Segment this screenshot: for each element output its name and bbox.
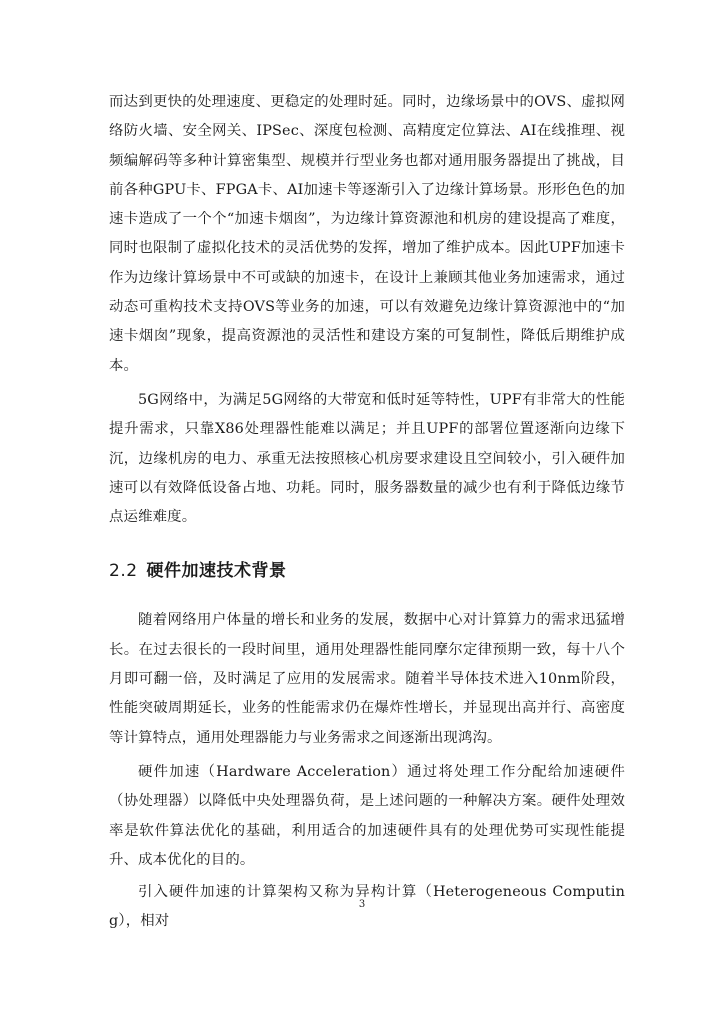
paragraph-5g-upf-requirements: 5G网络中，为满足5G网络的大带宽和低时延等特性，UPF有非常大的性能提升需求，只靠X86处理器性能难以满足；并且UPF的部署位置逐渐向边缘下沉，边缘机房的电力、承重无法按照核心机房要求建设且空间较小，引入硬件加速可以有效降低设备占地、功耗。同时，服务器数量的减少也有利于降低边缘节点运维难度。 bbox=[109, 391, 625, 526]
document-page bbox=[109, 88, 625, 937]
section-heading bbox=[109, 557, 625, 585]
paragraph-compute-demand-growth: 随着网络用户体量的增长和业务的发展，数据中心对计算算力的需求迅猛增长。在过去很长的一段时间里，通用处理器性能同摩尔定律预期一致，每十八个月即可翻一倍，及时满足了应用的发展需求。随着半导体技术进入10nm阶段，性能突破周期延长，业务的性能需求仍在爆炸性增长，并显现出高并行、高密度等计算特点，通用处理器能力与业务需求之间逐渐出现鸿沟。 bbox=[109, 612, 625, 746]
paragraph-edge-accelerator-chimney: 而达到更快的处理速度、更稳定的处理时延。同时，边缘场景中的OVS、虚拟网络防火墙、安全网关、IPSec、深度包检测、高精度定位算法、AI在线推理、视频编解码等多种计算密集型、规模并行型业务也都对通用服务器提出了挑战，目前各种GPU卡、FPGA卡、AI加速卡等逐渐引入了边缘计算场景。形形色色的加速卡造成了一个个“加速卡烟囱”，为边缘计算资源池和机房的建设提高了难度，同时也限制了虚拟化技术的灵活优势的发挥，增加了维护成本。因此UPF加速卡作为边缘计算场景中不可或缺的加速卡，在设计上兼顾其他业务加速需求，通过动态可重构技术支持OVS等业务的加速，可以有效避免边缘计算资源池中的“加速卡烟囱”现象，提高资源池的灵活性和建设方案的可复制性，降低后期维护成本。 bbox=[109, 94, 625, 374]
page-number: 3 bbox=[358, 899, 366, 910]
paragraph-heterogeneous-computing: 引入硬件加速的计算架构又称为异构计算（Heterogeneous Computing），相对 bbox=[109, 884, 625, 930]
section-title: 硬件加速技术背景 bbox=[146, 561, 287, 582]
section-number: 2.2 bbox=[109, 561, 138, 582]
paragraph-hardware-acceleration-definition: 硬件加速（Hardware Acceleration）通过将处理工作分配给加速硬件（协处理器）以降低中央处理器负荷，是上述问题的一种解决方案。硬件处理效率是软件算法优化的基础，利用适合的加速硬件具有的处理优势可实现性能提升、成本优化的目的。 bbox=[109, 763, 625, 868]
